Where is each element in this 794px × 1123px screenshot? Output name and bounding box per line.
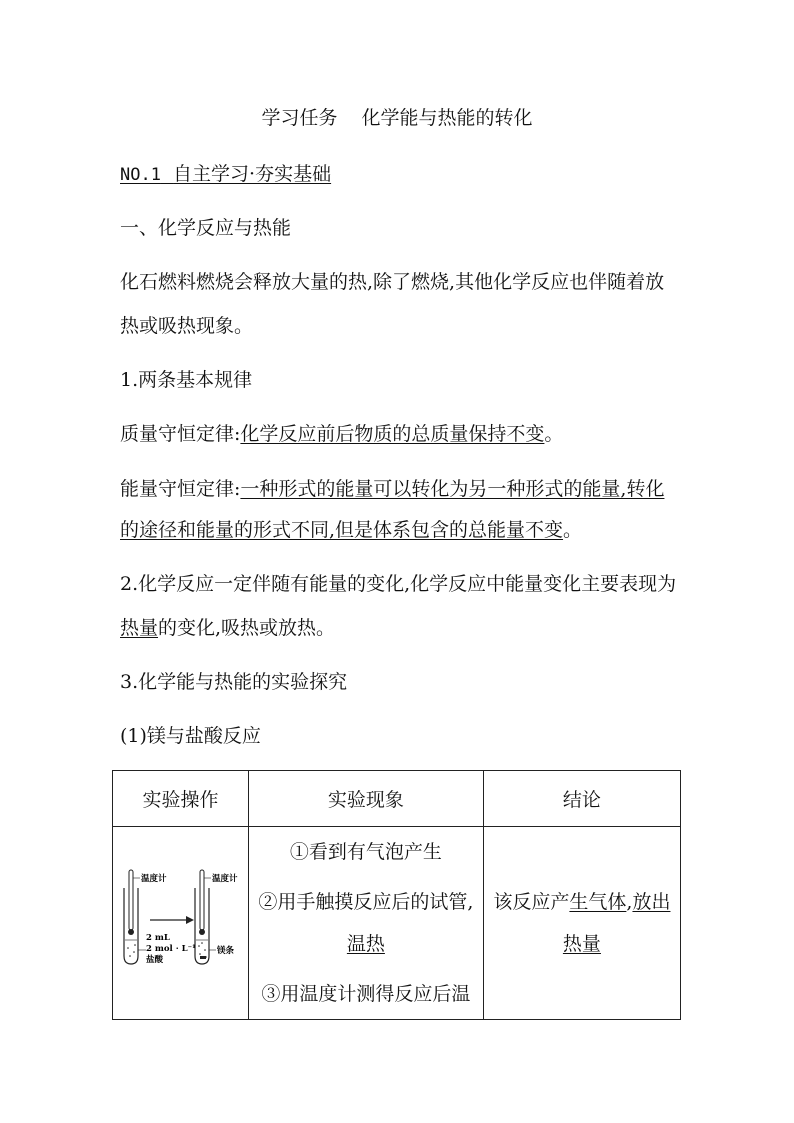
- observation-3: ③用温度计测得反应后温: [261, 983, 471, 1005]
- section-number: NO.1: [120, 165, 161, 185]
- section-header: [120, 162, 331, 187]
- conclusion-sep: ,: [626, 891, 633, 913]
- mass-law-end: 。: [544, 423, 564, 445]
- table-row: [113, 827, 681, 1020]
- magnesium-strip-icon: [200, 956, 206, 959]
- conclusion-cell: [483, 827, 680, 1020]
- item-3-heading: 3.化学能与热能的实验探究: [120, 671, 348, 693]
- energy-conservation-2: [120, 518, 582, 542]
- phenomenon-cell: [248, 827, 483, 1020]
- label-thermometer-left: 温度计: [141, 874, 167, 884]
- intro-line-1: 化石燃料燃烧会释放大量的热,除了燃烧,其他化学反应也伴随着放: [120, 271, 665, 293]
- conclusion-gas: 生气体: [569, 891, 627, 913]
- energy-law-content-1: 一种形式的能量可以转化为另一种形式的能量,转化: [240, 478, 665, 500]
- section-label: 自主学习·夯实基础: [173, 163, 332, 185]
- energy-conservation-1: [120, 477, 664, 501]
- header-operation: 实验操作: [113, 771, 249, 827]
- conclusion-heat: 热量: [562, 933, 601, 955]
- page-title: [0, 106, 794, 130]
- experiment-table: [112, 770, 681, 1020]
- title-right: 化学能与热能的转化: [361, 107, 533, 129]
- thermometer-bulb-left: [128, 929, 134, 935]
- thermometer-left-icon: [129, 870, 133, 930]
- mass-conservation: [120, 422, 563, 446]
- observation-1: ①看到有气泡产生: [289, 841, 442, 863]
- item-2-underlined: 热量: [120, 617, 159, 639]
- mass-law-label: 质量守恒定律:: [120, 423, 241, 445]
- apparatus-diagram: [116, 868, 244, 978]
- observation-2-underlined: 温热: [346, 933, 385, 955]
- observation-2: ②用手触摸反应后的试管,: [258, 891, 474, 913]
- label-magnesium: 镁条: [217, 946, 235, 956]
- label-concentration: 2 mol · L⁻¹: [146, 944, 197, 954]
- intro-line-2: 热或吸热现象。: [120, 315, 254, 337]
- energy-law-content-2: 的途径和能量的形式不同,但是体系包含的总能量不变: [120, 519, 564, 541]
- operation-cell: [113, 827, 249, 1020]
- sub-1-heading: (1)镁与盐酸反应: [120, 725, 261, 747]
- conclusion-release: 放出: [632, 891, 671, 913]
- label-thermometer-right: 温度计: [212, 874, 238, 884]
- heading-thermal: 一、化学反应与热能: [120, 217, 292, 239]
- mass-law-content: 化学反应前后物质的总质量保持不变: [240, 423, 545, 445]
- thermometer-bulb-right: [199, 929, 205, 935]
- item-2-rest: 的变化,吸热或放热。: [158, 617, 336, 639]
- label-acid: 盐酸: [146, 955, 164, 965]
- label-volume: 2 mL: [146, 933, 171, 943]
- title-left: 学习任务: [261, 107, 338, 129]
- energy-law-label: 能量守恒定律:: [120, 478, 241, 500]
- item-1-heading: 1.两条基本规律: [120, 369, 253, 391]
- thermometer-right-icon: [200, 870, 204, 930]
- conclusion-pre: 该反应产: [493, 891, 570, 913]
- header-conclusion: 结论: [483, 771, 680, 827]
- item-2-line-1: 2.化学反应一定伴随有能量的变化,化学反应中能量变化主要表现为: [120, 573, 677, 595]
- header-phenomenon: 实验现象: [248, 771, 483, 827]
- table-header-row: [113, 771, 681, 827]
- energy-law-end: 。: [563, 519, 583, 541]
- item-2-line-2: [120, 616, 335, 640]
